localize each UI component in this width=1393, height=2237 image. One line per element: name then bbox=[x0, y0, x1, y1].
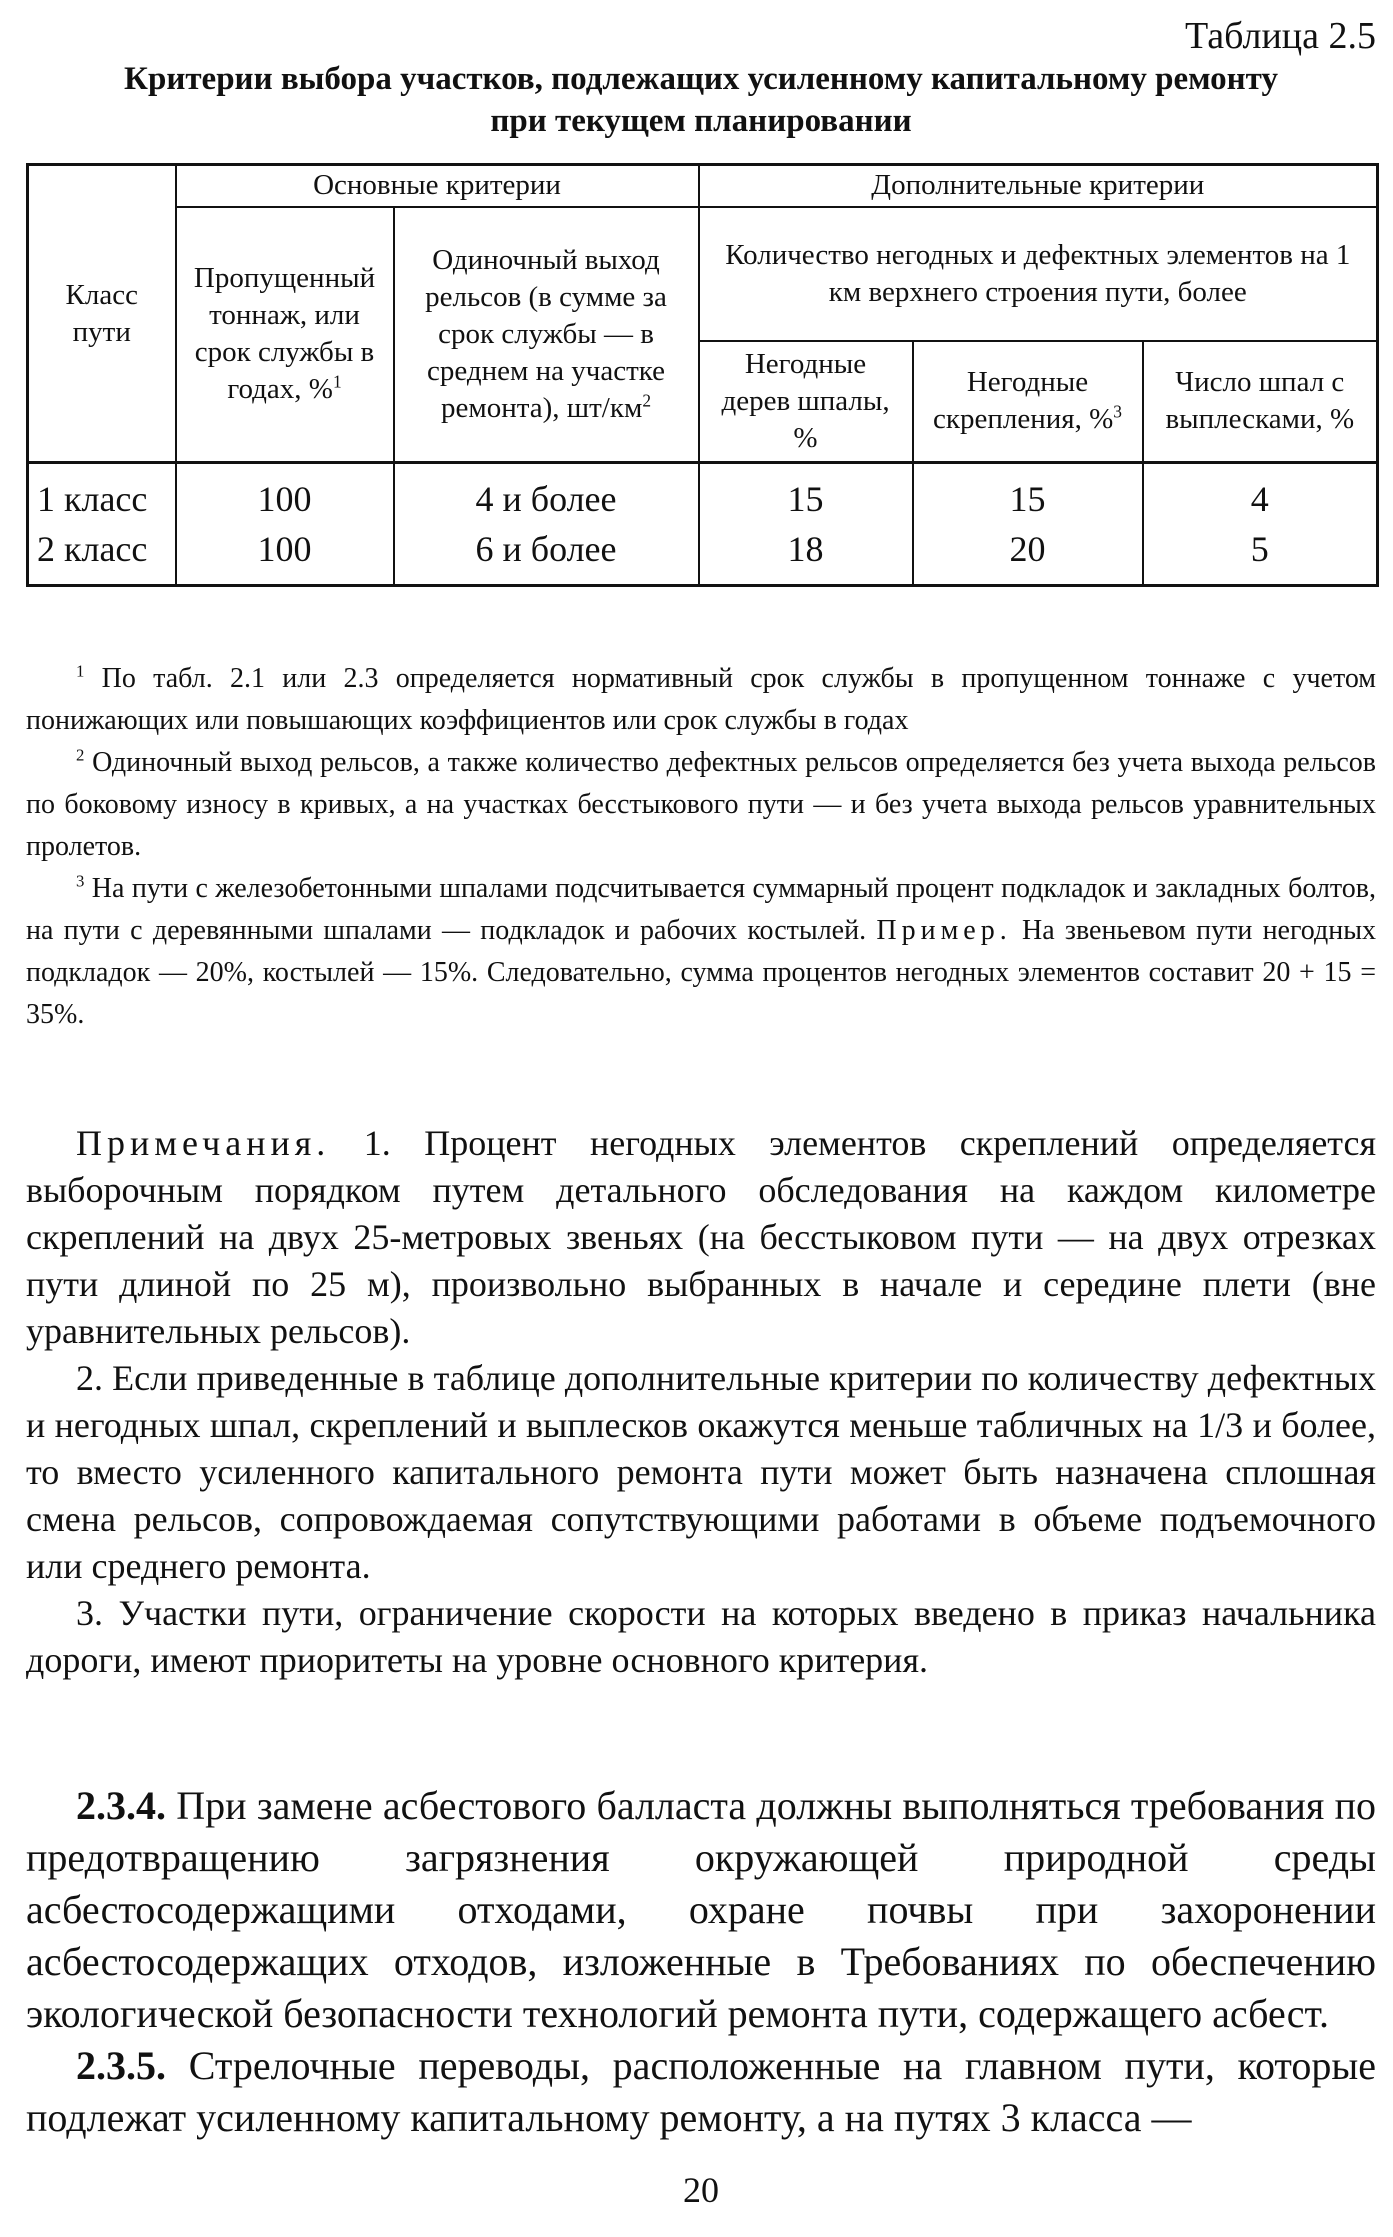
footnote-mark-2: 2 bbox=[76, 745, 85, 765]
cell-fastenings: 15 bbox=[913, 463, 1143, 525]
footnote-ref-1: 1 bbox=[332, 371, 342, 392]
footnote-3 bbox=[26, 868, 1376, 1036]
cell-rail-output: 6 и более bbox=[394, 524, 699, 586]
section-2-3-4-text: При замене асбестового балласта должны выполняться требования по предотвращению загрязнения окружающей природной среды асбестосодержащими отходами, охране почвы при захоронении асбестосодержащих отходов, изложенные в Требованиях по обеспечению экологической безопасности технологий ремонта пути, содержащего асбест. bbox=[26, 1783, 1376, 2036]
notes bbox=[26, 1120, 1376, 1684]
cell-wood-sleepers: 15 bbox=[699, 463, 913, 525]
cell-pumping: 4 bbox=[1143, 463, 1378, 525]
cell-tonnage: 100 bbox=[176, 524, 394, 586]
header-tonnage bbox=[176, 207, 394, 463]
cell-class: 1 класс bbox=[28, 463, 176, 525]
footnote-1 bbox=[26, 658, 1376, 742]
section-2-3-5 bbox=[26, 2040, 1376, 2144]
section-2-3-4-number: 2.3.4. bbox=[76, 1783, 166, 1828]
note-1-text: 1. Процент негодных элементов скреплений определяется выборочным порядком путем детального обследования на каждом километре скреплений на двух 25-метровых звеньях (на бесстыковом пути — на двух отрезках пути длиной по 25 м), произвольно выбранных в начале и середине плети (вне уравнительных рельсов). bbox=[26, 1123, 1377, 1351]
section-2-3-5-text: Стрелочные переводы, расположенные на главном пути, которые подлежат усиленному капитальному ремонту, а на путях 3 класса — bbox=[26, 2043, 1377, 2140]
header-fastenings-text: Негодные скрепления, % bbox=[933, 366, 1114, 436]
footnote-mark-1: 1 bbox=[76, 661, 85, 681]
table-title-line-1: Критерии выбора участков, подлежащих усиленному капитальному ремонту bbox=[124, 61, 1278, 97]
section-2-3-5-number: 2.3.5. bbox=[76, 2043, 166, 2088]
header-rail-output bbox=[394, 207, 699, 463]
footnote-ref-2: 2 bbox=[642, 390, 652, 411]
header-wood-sleepers: Негодные дерев шпалы, % bbox=[699, 341, 913, 463]
note-1 bbox=[26, 1120, 1376, 1355]
cell-class: 2 класс bbox=[28, 524, 176, 586]
notes-label: Примечания. bbox=[76, 1123, 331, 1163]
footnote-mark-3: 3 bbox=[76, 871, 85, 891]
table-title bbox=[26, 58, 1376, 142]
footnote-2-text: Одиночный выход рельсов, а также количество дефектных рельсов определяется без учета выхода рельсов по боковому износу в кривых, а на участках бесстыкового пути — и без учета выхода рельсов уравнительных пролетов. bbox=[26, 747, 1377, 862]
section-2-3-4 bbox=[26, 1780, 1376, 2040]
footnote-2 bbox=[26, 742, 1376, 868]
page-number: 20 bbox=[683, 2170, 719, 2210]
header-extra-criteria: Дополнительные критерии bbox=[699, 165, 1378, 207]
cell-pumping: 5 bbox=[1143, 524, 1378, 586]
table-row bbox=[28, 463, 1378, 525]
cell-fastenings: 20 bbox=[913, 524, 1143, 586]
body-sections bbox=[26, 1780, 1376, 2144]
cell-rail-output: 4 и более bbox=[394, 463, 699, 525]
table-row bbox=[28, 524, 1378, 586]
note-3: 3. Участки пути, ограничение скорости на которых введено в приказ начальника дороги, имеют приоритеты на уровне основного критерия. bbox=[26, 1593, 1376, 1680]
header-class: Класс пути bbox=[28, 165, 176, 463]
cell-wood-sleepers: 18 bbox=[699, 524, 913, 586]
header-tonnage-text: Пропущенный тоннаж, или срок службы в годах, % bbox=[193, 262, 376, 406]
criteria-table bbox=[26, 163, 1379, 587]
header-main-criteria: Основные критерии bbox=[176, 165, 699, 207]
footnote-ref-3: 3 bbox=[1113, 401, 1122, 422]
header-rail-output-text: Одиночный выход рельсов (в сумме за срок службы — в среднем на участке ремонта), шт/км bbox=[425, 243, 667, 424]
cell-tonnage: 100 bbox=[176, 463, 394, 525]
footnote-3-example: На звеньевом пути негодных подкладок — 20%, костылей — 15%. Следовательно, сумма процентов негодных элементов составит 20 + 15 = 35%. bbox=[26, 915, 1377, 1030]
footnote-3-text: На пути с железобетонными шпалами подсчитывается суммарный процент подкладок и закладных болтов, на пути с деревянными шпалами — подкладок и рабочих костылей. bbox=[26, 873, 1377, 946]
note-2: 2. Если приведенные в таблице дополнительные критерии по количеству дефектных и негодных шпал, скреплений и выплесков окажутся меньше табличных на 1/3 и более, то вместо усиленного капитального ремонта пути может быть назначена сплошная смена рельсов, сопровождаемая сопутствующими работами в объеме подъемочного или среднего ремонта. bbox=[26, 1358, 1376, 1586]
footnote-1-text: По табл. 2.1 или 2.3 определяется нормативный срок службы в пропущенном тоннаже с учетом понижающих или повышающих коэффициентов или срок службы в годах bbox=[26, 663, 1376, 736]
table-label: Таблица 2.5 bbox=[1184, 15, 1376, 57]
header-fastenings bbox=[913, 341, 1143, 463]
footnote-3-example-label: Пример. bbox=[876, 915, 1012, 946]
footnotes bbox=[26, 658, 1376, 1036]
table-title-line-2: при текущем планировании bbox=[490, 103, 912, 139]
header-defect-count: Количество негодных и дефектных элементов на 1 км верхнего строения пути, более bbox=[699, 207, 1378, 341]
header-pumping-sleepers: Число шпал с выплесками, % bbox=[1143, 341, 1378, 463]
